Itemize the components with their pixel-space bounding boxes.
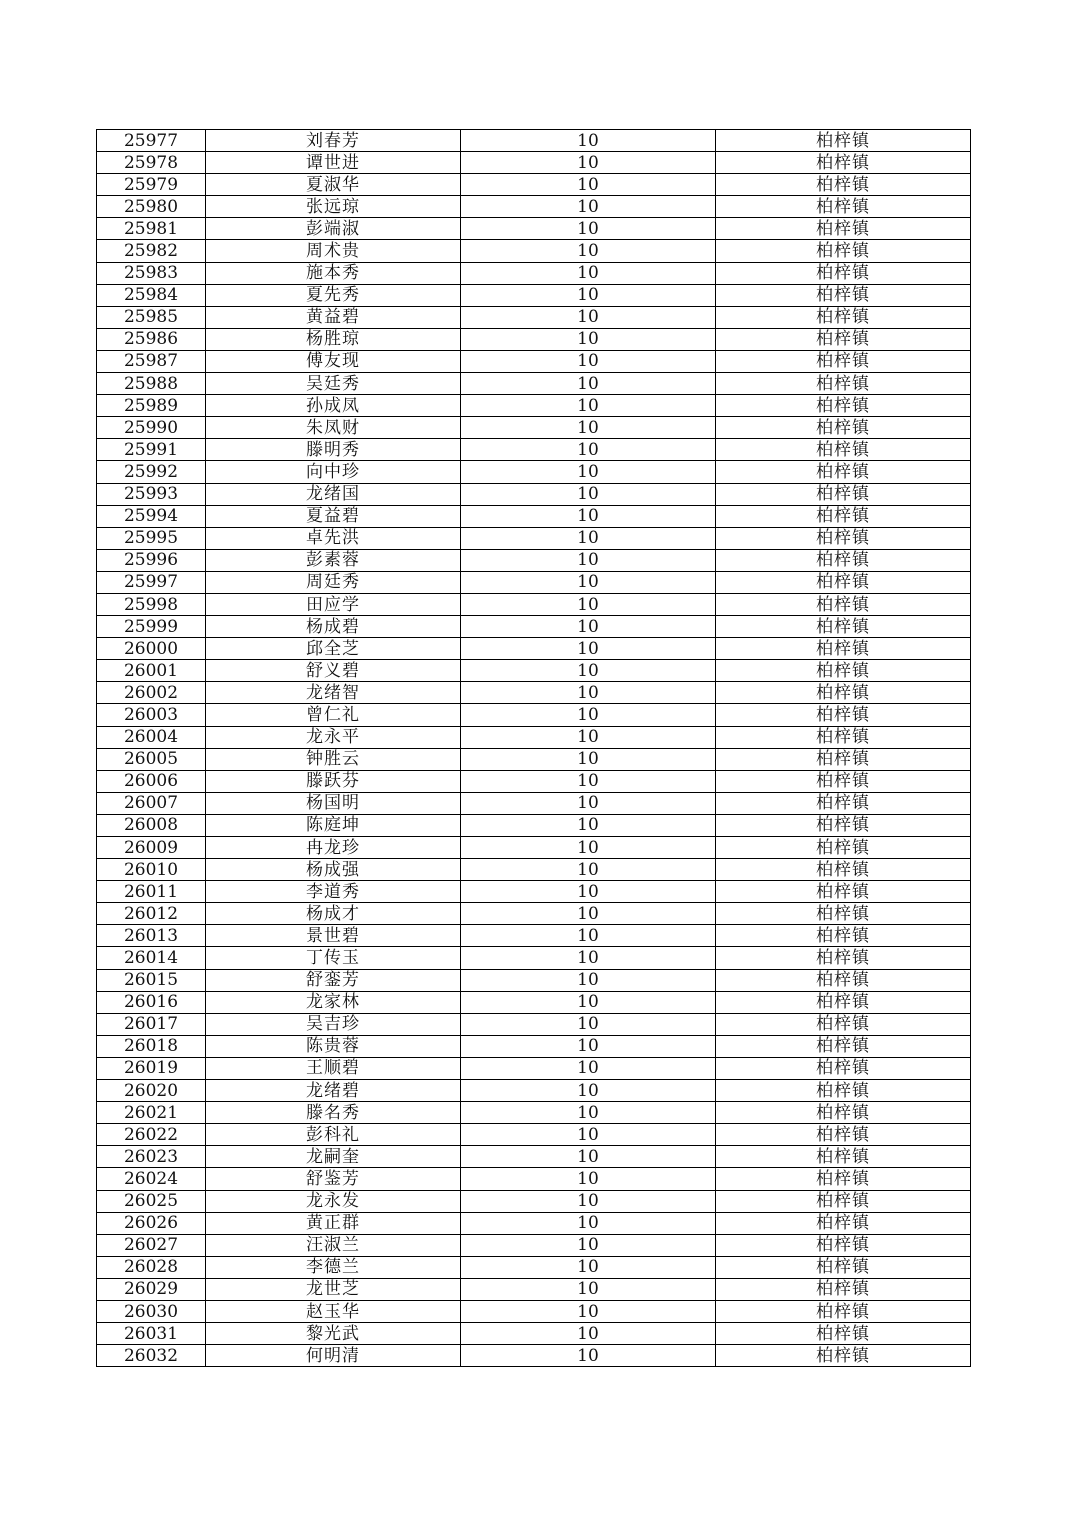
row-amount-cell: 10 <box>461 903 716 925</box>
row-name-cell: 李德兰 <box>206 1256 461 1278</box>
row-amount-cell: 10 <box>461 1256 716 1278</box>
row-name-cell: 汪淑兰 <box>206 1234 461 1256</box>
row-amount-cell: 10 <box>461 439 716 461</box>
row-id-cell: 26031 <box>97 1323 206 1345</box>
data-table <box>96 129 971 1367</box>
table-row <box>97 1256 971 1278</box>
row-id-cell: 25978 <box>97 152 206 174</box>
row-town-cell: 柏梓镇 <box>716 571 971 593</box>
row-id-cell: 25977 <box>97 130 206 152</box>
table-row <box>97 284 971 306</box>
table-row <box>97 1300 971 1322</box>
row-town-cell: 柏梓镇 <box>716 1256 971 1278</box>
table-row <box>97 571 971 593</box>
row-amount-cell: 10 <box>461 770 716 792</box>
row-amount-cell: 10 <box>461 1190 716 1212</box>
row-amount-cell: 10 <box>461 152 716 174</box>
row-town-cell: 柏梓镇 <box>716 814 971 836</box>
row-town-cell: 柏梓镇 <box>716 505 971 527</box>
row-amount-cell: 10 <box>461 571 716 593</box>
row-town-cell: 柏梓镇 <box>716 196 971 218</box>
row-id-cell: 26025 <box>97 1190 206 1212</box>
row-town-cell: 柏梓镇 <box>716 726 971 748</box>
row-name-cell: 李道秀 <box>206 881 461 903</box>
row-id-cell: 25996 <box>97 549 206 571</box>
row-amount-cell: 10 <box>461 461 716 483</box>
row-id-cell: 25981 <box>97 218 206 240</box>
row-id-cell: 25989 <box>97 395 206 417</box>
row-id-cell: 26018 <box>97 1035 206 1057</box>
row-amount-cell: 10 <box>461 1168 716 1190</box>
table-row <box>97 991 971 1013</box>
row-amount-cell: 10 <box>461 505 716 527</box>
table-row <box>97 704 971 726</box>
row-name-cell: 傅友现 <box>206 350 461 372</box>
table-row <box>97 1190 971 1212</box>
row-name-cell: 孙成凤 <box>206 395 461 417</box>
row-amount-cell: 10 <box>461 593 716 615</box>
row-amount-cell: 10 <box>461 616 716 638</box>
row-id-cell: 26032 <box>97 1345 206 1367</box>
row-id-cell: 26020 <box>97 1080 206 1102</box>
table-row <box>97 1035 971 1057</box>
row-name-cell: 施本秀 <box>206 262 461 284</box>
table-row <box>97 174 971 196</box>
row-name-cell: 黄益碧 <box>206 306 461 328</box>
row-amount-cell: 10 <box>461 328 716 350</box>
row-amount-cell: 10 <box>461 792 716 814</box>
row-id-cell: 25994 <box>97 505 206 527</box>
row-id-cell: 25997 <box>97 571 206 593</box>
row-name-cell: 丁传玉 <box>206 947 461 969</box>
table-row <box>97 1234 971 1256</box>
row-town-cell: 柏梓镇 <box>716 682 971 704</box>
row-name-cell: 舒义碧 <box>206 660 461 682</box>
row-id-cell: 26027 <box>97 1234 206 1256</box>
row-name-cell: 龙永发 <box>206 1190 461 1212</box>
table-row <box>97 1124 971 1146</box>
row-id-cell: 25990 <box>97 417 206 439</box>
row-town-cell: 柏梓镇 <box>716 1345 971 1367</box>
table-row <box>97 770 971 792</box>
row-town-cell: 柏梓镇 <box>716 1300 971 1322</box>
row-name-cell: 黄正群 <box>206 1212 461 1234</box>
row-town-cell: 柏梓镇 <box>716 1080 971 1102</box>
row-amount-cell: 10 <box>461 218 716 240</box>
row-id-cell: 25984 <box>97 284 206 306</box>
row-town-cell: 柏梓镇 <box>716 704 971 726</box>
table-row <box>97 1212 971 1234</box>
row-id-cell: 26000 <box>97 638 206 660</box>
row-town-cell: 柏梓镇 <box>716 748 971 770</box>
row-name-cell: 赵玉华 <box>206 1300 461 1322</box>
row-name-cell: 何明清 <box>206 1345 461 1367</box>
row-town-cell: 柏梓镇 <box>716 218 971 240</box>
row-town-cell: 柏梓镇 <box>716 969 971 991</box>
row-id-cell: 25982 <box>97 240 206 262</box>
row-town-cell: 柏梓镇 <box>716 947 971 969</box>
row-town-cell: 柏梓镇 <box>716 1146 971 1168</box>
row-name-cell: 吴吉珍 <box>206 1013 461 1035</box>
row-name-cell: 彭端淑 <box>206 218 461 240</box>
row-amount-cell: 10 <box>461 240 716 262</box>
row-id-cell: 25983 <box>97 262 206 284</box>
row-amount-cell: 10 <box>461 130 716 152</box>
row-town-cell: 柏梓镇 <box>716 792 971 814</box>
table-row <box>97 196 971 218</box>
row-town-cell: 柏梓镇 <box>716 881 971 903</box>
row-amount-cell: 10 <box>461 947 716 969</box>
row-id-cell: 25985 <box>97 306 206 328</box>
table-row <box>97 969 971 991</box>
row-amount-cell: 10 <box>461 748 716 770</box>
row-amount-cell: 10 <box>461 837 716 859</box>
table-row <box>97 527 971 549</box>
table-row <box>97 616 971 638</box>
row-name-cell: 陈庭坤 <box>206 814 461 836</box>
row-town-cell: 柏梓镇 <box>716 417 971 439</box>
table-row <box>97 328 971 350</box>
table-row <box>97 593 971 615</box>
row-amount-cell: 10 <box>461 373 716 395</box>
table-row <box>97 748 971 770</box>
table-row <box>97 792 971 814</box>
row-id-cell: 26003 <box>97 704 206 726</box>
row-town-cell: 柏梓镇 <box>716 284 971 306</box>
row-town-cell: 柏梓镇 <box>716 262 971 284</box>
row-id-cell: 25993 <box>97 483 206 505</box>
row-town-cell: 柏梓镇 <box>716 1190 971 1212</box>
row-town-cell: 柏梓镇 <box>716 1168 971 1190</box>
table-row <box>97 903 971 925</box>
row-name-cell: 彭素蓉 <box>206 549 461 571</box>
row-town-cell: 柏梓镇 <box>716 1212 971 1234</box>
row-amount-cell: 10 <box>461 1057 716 1079</box>
table-row <box>97 1080 971 1102</box>
row-name-cell: 谭世进 <box>206 152 461 174</box>
table-row <box>97 262 971 284</box>
row-name-cell: 景世碧 <box>206 925 461 947</box>
row-amount-cell: 10 <box>461 1212 716 1234</box>
row-amount-cell: 10 <box>461 859 716 881</box>
row-town-cell: 柏梓镇 <box>716 1323 971 1345</box>
row-town-cell: 柏梓镇 <box>716 395 971 417</box>
row-name-cell: 冉龙珍 <box>206 837 461 859</box>
row-id-cell: 26002 <box>97 682 206 704</box>
row-town-cell: 柏梓镇 <box>716 903 971 925</box>
table-row <box>97 1278 971 1300</box>
table-row <box>97 350 971 372</box>
row-id-cell: 26019 <box>97 1057 206 1079</box>
row-name-cell: 彭科礼 <box>206 1124 461 1146</box>
table-row <box>97 218 971 240</box>
row-town-cell: 柏梓镇 <box>716 350 971 372</box>
row-id-cell: 25995 <box>97 527 206 549</box>
row-amount-cell: 10 <box>461 1345 716 1367</box>
row-id-cell: 26011 <box>97 881 206 903</box>
row-amount-cell: 10 <box>461 395 716 417</box>
row-name-cell: 张远琼 <box>206 196 461 218</box>
row-id-cell: 26023 <box>97 1146 206 1168</box>
row-town-cell: 柏梓镇 <box>716 439 971 461</box>
row-id-cell: 26021 <box>97 1102 206 1124</box>
row-name-cell: 王顺碧 <box>206 1057 461 1079</box>
row-name-cell: 舒銮芳 <box>206 969 461 991</box>
table-row <box>97 130 971 152</box>
table-row <box>97 306 971 328</box>
row-town-cell: 柏梓镇 <box>716 306 971 328</box>
row-name-cell: 田应学 <box>206 593 461 615</box>
table-row <box>97 152 971 174</box>
row-amount-cell: 10 <box>461 483 716 505</box>
row-name-cell: 龙嗣奎 <box>206 1146 461 1168</box>
row-name-cell: 吴廷秀 <box>206 373 461 395</box>
row-name-cell: 龙绪国 <box>206 483 461 505</box>
row-town-cell: 柏梓镇 <box>716 174 971 196</box>
table-row <box>97 505 971 527</box>
row-amount-cell: 10 <box>461 726 716 748</box>
row-id-cell: 26008 <box>97 814 206 836</box>
row-name-cell: 杨国明 <box>206 792 461 814</box>
table-row <box>97 373 971 395</box>
row-name-cell: 朱凤财 <box>206 417 461 439</box>
row-amount-cell: 10 <box>461 306 716 328</box>
row-id-cell: 26015 <box>97 969 206 991</box>
row-name-cell: 龙永平 <box>206 726 461 748</box>
table-row <box>97 417 971 439</box>
row-name-cell: 舒鉴芳 <box>206 1168 461 1190</box>
table-row <box>97 1168 971 1190</box>
row-town-cell: 柏梓镇 <box>716 1234 971 1256</box>
row-amount-cell: 10 <box>461 1080 716 1102</box>
row-town-cell: 柏梓镇 <box>716 152 971 174</box>
row-id-cell: 26006 <box>97 770 206 792</box>
table-row <box>97 881 971 903</box>
row-name-cell: 杨成强 <box>206 859 461 881</box>
row-amount-cell: 10 <box>461 1300 716 1322</box>
row-amount-cell: 10 <box>461 262 716 284</box>
row-name-cell: 卓先洪 <box>206 527 461 549</box>
table-row <box>97 461 971 483</box>
row-name-cell: 滕跃芬 <box>206 770 461 792</box>
row-amount-cell: 10 <box>461 1146 716 1168</box>
row-town-cell: 柏梓镇 <box>716 859 971 881</box>
row-amount-cell: 10 <box>461 417 716 439</box>
row-name-cell: 周术贵 <box>206 240 461 262</box>
row-amount-cell: 10 <box>461 1035 716 1057</box>
row-amount-cell: 10 <box>461 549 716 571</box>
row-town-cell: 柏梓镇 <box>716 328 971 350</box>
table-row <box>97 1013 971 1035</box>
row-name-cell: 钟胜云 <box>206 748 461 770</box>
table-row <box>97 1057 971 1079</box>
row-id-cell: 25998 <box>97 593 206 615</box>
row-town-cell: 柏梓镇 <box>716 1278 971 1300</box>
row-town-cell: 柏梓镇 <box>716 925 971 947</box>
row-id-cell: 26016 <box>97 991 206 1013</box>
row-amount-cell: 10 <box>461 1278 716 1300</box>
table-row <box>97 660 971 682</box>
row-amount-cell: 10 <box>461 638 716 660</box>
row-amount-cell: 10 <box>461 660 716 682</box>
row-id-cell: 26026 <box>97 1212 206 1234</box>
row-name-cell: 夏淑华 <box>206 174 461 196</box>
row-id-cell: 26028 <box>97 1256 206 1278</box>
table-row <box>97 837 971 859</box>
row-amount-cell: 10 <box>461 196 716 218</box>
row-amount-cell: 10 <box>461 682 716 704</box>
row-id-cell: 26012 <box>97 903 206 925</box>
row-amount-cell: 10 <box>461 527 716 549</box>
row-id-cell: 25979 <box>97 174 206 196</box>
table-row <box>97 1323 971 1345</box>
table-row <box>97 859 971 881</box>
row-name-cell: 周廷秀 <box>206 571 461 593</box>
table-row <box>97 814 971 836</box>
row-town-cell: 柏梓镇 <box>716 991 971 1013</box>
row-name-cell: 刘春芳 <box>206 130 461 152</box>
row-name-cell: 杨成才 <box>206 903 461 925</box>
row-name-cell: 邱全芝 <box>206 638 461 660</box>
row-id-cell: 26024 <box>97 1168 206 1190</box>
row-town-cell: 柏梓镇 <box>716 1124 971 1146</box>
row-name-cell: 龙绪碧 <box>206 1080 461 1102</box>
row-id-cell: 25980 <box>97 196 206 218</box>
row-name-cell: 夏先秀 <box>206 284 461 306</box>
row-town-cell: 柏梓镇 <box>716 770 971 792</box>
row-name-cell: 龙家林 <box>206 991 461 1013</box>
row-amount-cell: 10 <box>461 991 716 1013</box>
row-town-cell: 柏梓镇 <box>716 1013 971 1035</box>
row-town-cell: 柏梓镇 <box>716 1035 971 1057</box>
row-id-cell: 26010 <box>97 859 206 881</box>
table-row <box>97 549 971 571</box>
row-id-cell: 25991 <box>97 439 206 461</box>
row-id-cell: 25988 <box>97 373 206 395</box>
row-town-cell: 柏梓镇 <box>716 240 971 262</box>
row-amount-cell: 10 <box>461 969 716 991</box>
row-amount-cell: 10 <box>461 350 716 372</box>
row-amount-cell: 10 <box>461 1124 716 1146</box>
row-amount-cell: 10 <box>461 1102 716 1124</box>
table-row <box>97 726 971 748</box>
row-town-cell: 柏梓镇 <box>716 483 971 505</box>
table-row <box>97 638 971 660</box>
row-id-cell: 25992 <box>97 461 206 483</box>
row-id-cell: 26004 <box>97 726 206 748</box>
row-id-cell: 26005 <box>97 748 206 770</box>
row-amount-cell: 10 <box>461 1234 716 1256</box>
row-town-cell: 柏梓镇 <box>716 373 971 395</box>
row-name-cell: 滕名秀 <box>206 1102 461 1124</box>
row-id-cell: 25987 <box>97 350 206 372</box>
row-id-cell: 26001 <box>97 660 206 682</box>
table-row <box>97 1102 971 1124</box>
row-amount-cell: 10 <box>461 284 716 306</box>
row-amount-cell: 10 <box>461 881 716 903</box>
row-id-cell: 26017 <box>97 1013 206 1035</box>
row-town-cell: 柏梓镇 <box>716 461 971 483</box>
row-id-cell: 26029 <box>97 1278 206 1300</box>
row-town-cell: 柏梓镇 <box>716 130 971 152</box>
table-row <box>97 682 971 704</box>
row-id-cell: 26030 <box>97 1300 206 1322</box>
row-name-cell: 杨胜琼 <box>206 328 461 350</box>
row-name-cell: 陈贵蓉 <box>206 1035 461 1057</box>
row-id-cell: 26013 <box>97 925 206 947</box>
row-town-cell: 柏梓镇 <box>716 549 971 571</box>
table-row <box>97 395 971 417</box>
row-id-cell: 26007 <box>97 792 206 814</box>
row-amount-cell: 10 <box>461 814 716 836</box>
row-town-cell: 柏梓镇 <box>716 660 971 682</box>
table-row <box>97 1345 971 1367</box>
row-town-cell: 柏梓镇 <box>716 527 971 549</box>
row-id-cell: 26014 <box>97 947 206 969</box>
table-body <box>97 130 971 1367</box>
row-name-cell: 曾仁礼 <box>206 704 461 726</box>
row-name-cell: 杨成碧 <box>206 616 461 638</box>
row-amount-cell: 10 <box>461 704 716 726</box>
row-amount-cell: 10 <box>461 1013 716 1035</box>
row-id-cell: 25999 <box>97 616 206 638</box>
row-amount-cell: 10 <box>461 174 716 196</box>
table-row <box>97 483 971 505</box>
row-name-cell: 滕明秀 <box>206 439 461 461</box>
row-id-cell: 25986 <box>97 328 206 350</box>
row-name-cell: 夏益碧 <box>206 505 461 527</box>
row-name-cell: 龙世芝 <box>206 1278 461 1300</box>
row-town-cell: 柏梓镇 <box>716 593 971 615</box>
row-id-cell: 26009 <box>97 837 206 859</box>
table-row <box>97 240 971 262</box>
row-name-cell: 向中珍 <box>206 461 461 483</box>
row-town-cell: 柏梓镇 <box>716 616 971 638</box>
row-id-cell: 26022 <box>97 1124 206 1146</box>
row-town-cell: 柏梓镇 <box>716 837 971 859</box>
row-town-cell: 柏梓镇 <box>716 1102 971 1124</box>
table-row <box>97 439 971 461</box>
table-row <box>97 947 971 969</box>
table-row <box>97 1146 971 1168</box>
row-amount-cell: 10 <box>461 1323 716 1345</box>
row-name-cell: 黎光武 <box>206 1323 461 1345</box>
row-town-cell: 柏梓镇 <box>716 1057 971 1079</box>
row-name-cell: 龙绪智 <box>206 682 461 704</box>
row-town-cell: 柏梓镇 <box>716 638 971 660</box>
table-row <box>97 925 971 947</box>
row-amount-cell: 10 <box>461 925 716 947</box>
